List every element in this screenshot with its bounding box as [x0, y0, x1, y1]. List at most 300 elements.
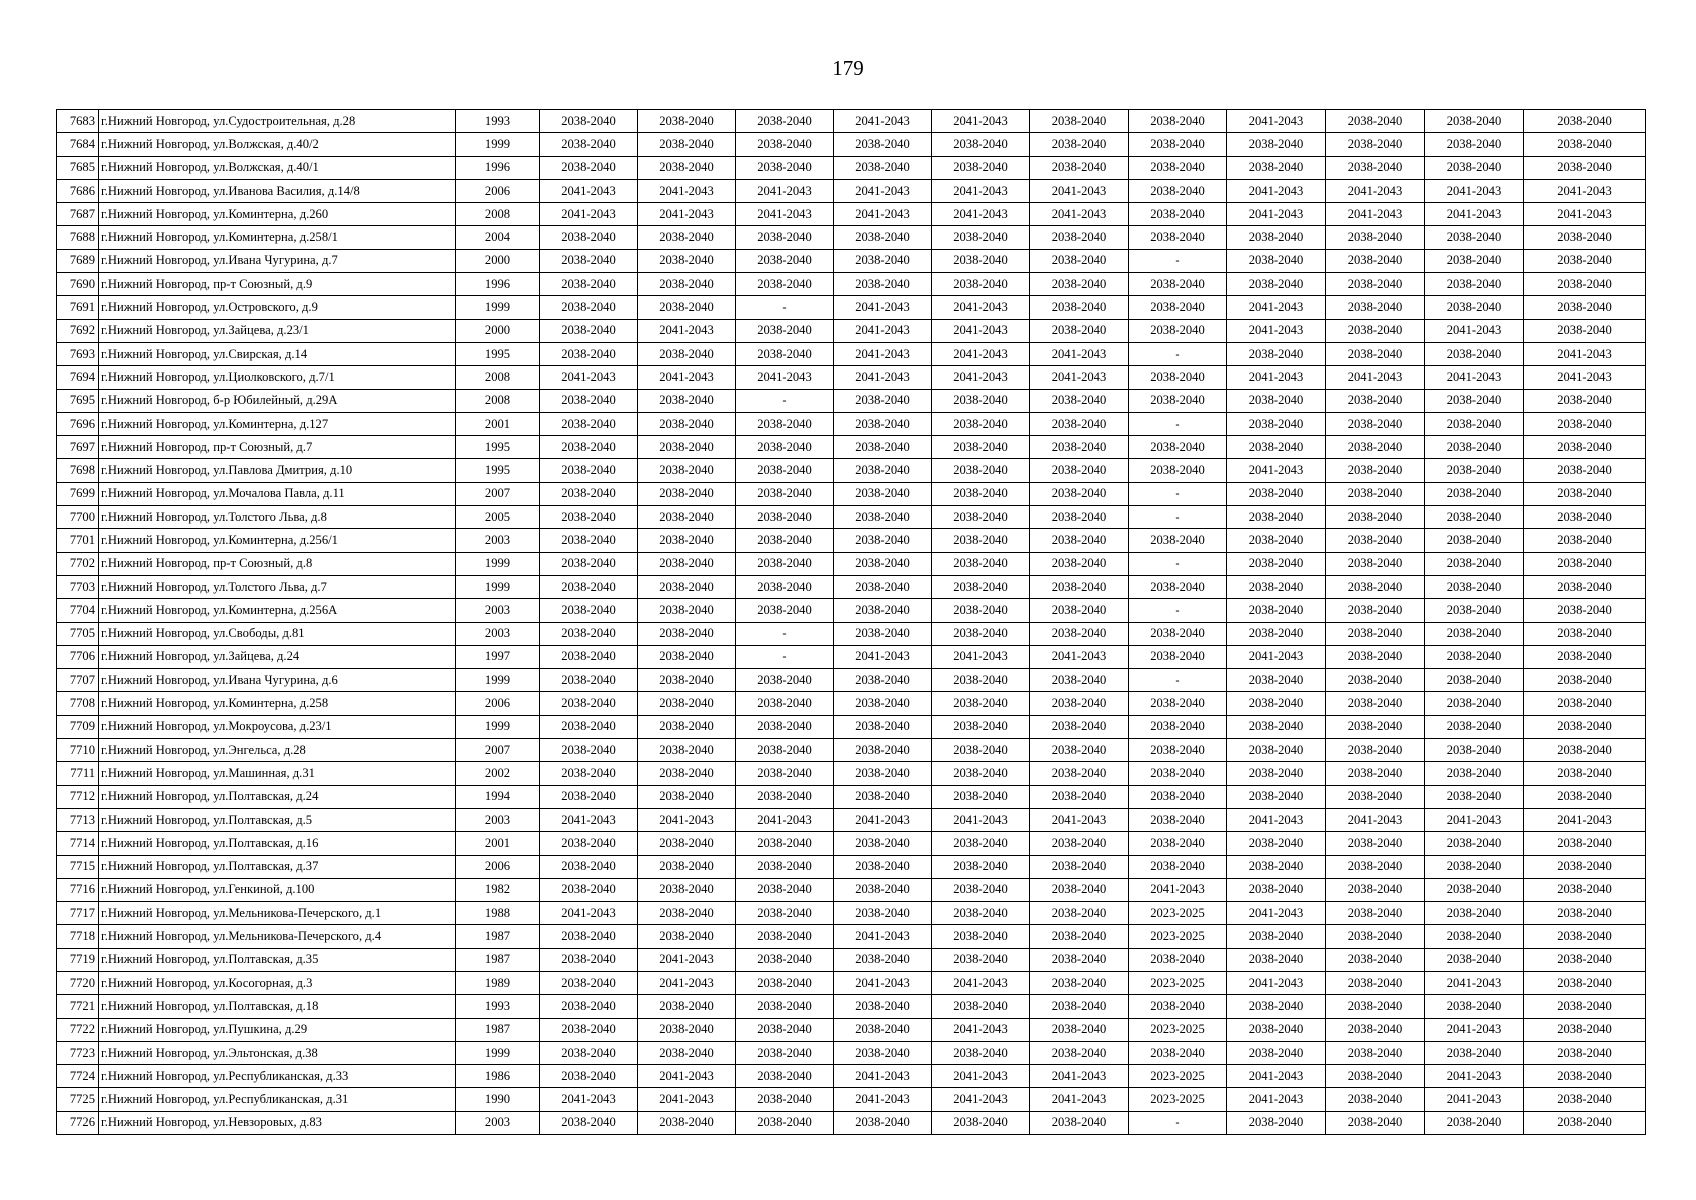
year-cell: 2003 [456, 1111, 540, 1134]
row-number-cell: 7722 [57, 1018, 99, 1041]
period-cell: 2038-2040 [1030, 971, 1129, 994]
period-cell: 2041-2043 [540, 808, 638, 831]
address-cell: г.Нижний Новгород, ул.Машинная, д.31 [99, 762, 456, 785]
period-cell: 2038-2040 [1425, 552, 1524, 575]
period-cell: 2038-2040 [834, 902, 932, 925]
period-cell: 2041-2043 [1227, 319, 1326, 342]
table-row [57, 762, 1646, 785]
period-cell: 2038-2040 [736, 599, 834, 622]
period-cell: 2038-2040 [638, 226, 736, 249]
period-cell: 2038-2040 [638, 622, 736, 645]
data-table [56, 109, 1646, 1135]
year-cell: 1987 [456, 1018, 540, 1041]
period-cell: 2038-2040 [638, 529, 736, 552]
period-cell: 2038-2040 [1030, 1041, 1129, 1064]
year-cell: 2001 [456, 412, 540, 435]
year-cell: 1995 [456, 459, 540, 482]
address-cell: г.Нижний Новгород, ул.Косогорная, д.3 [99, 971, 456, 994]
table-row [57, 110, 1646, 133]
year-cell: 2003 [456, 808, 540, 831]
period-cell: 2038-2040 [1129, 179, 1227, 202]
period-cell: 2038-2040 [638, 412, 736, 435]
period-cell: 2041-2043 [1425, 808, 1524, 831]
period-cell: 2038-2040 [1425, 785, 1524, 808]
period-cell: 2038-2040 [736, 948, 834, 971]
period-cell: 2038-2040 [1425, 622, 1524, 645]
period-cell: 2038-2040 [1030, 319, 1129, 342]
period-cell: 2038-2040 [1524, 273, 1646, 296]
period-cell: 2038-2040 [834, 669, 932, 692]
period-cell: 2038-2040 [736, 1088, 834, 1111]
period-cell: 2038-2040 [1524, 529, 1646, 552]
period-cell: 2038-2040 [1524, 948, 1646, 971]
period-cell: 2038-2040 [834, 412, 932, 435]
period-cell: 2038-2040 [638, 995, 736, 1018]
period-cell: 2038-2040 [1425, 482, 1524, 505]
period-cell: 2038-2040 [1030, 529, 1129, 552]
period-cell: 2038-2040 [736, 995, 834, 1018]
period-cell: 2038-2040 [1227, 156, 1326, 179]
row-number-cell: 7691 [57, 296, 99, 319]
period-cell: 2038-2040 [540, 995, 638, 1018]
period-cell: 2038-2040 [1524, 296, 1646, 319]
table-row [57, 156, 1646, 179]
period-cell: 2038-2040 [1326, 389, 1425, 412]
period-cell: 2038-2040 [1326, 948, 1425, 971]
period-cell: 2041-2043 [1129, 878, 1227, 901]
period-cell: 2041-2043 [1030, 342, 1129, 365]
period-cell: 2038-2040 [1326, 552, 1425, 575]
address-cell: г.Нижний Новгород, пр-т Союзный, д.7 [99, 436, 456, 459]
period-cell: 2038-2040 [736, 249, 834, 272]
period-cell: 2038-2040 [932, 995, 1030, 1018]
period-cell: 2038-2040 [1425, 273, 1524, 296]
period-cell: 2038-2040 [1326, 622, 1425, 645]
address-cell: г.Нижний Новгород, ул.Судостроительная, д.28 [99, 110, 456, 133]
period-cell: 2038-2040 [834, 1041, 932, 1064]
period-cell: 2041-2043 [834, 808, 932, 831]
period-cell: - [1129, 669, 1227, 692]
row-number-cell: 7712 [57, 785, 99, 808]
period-cell: 2041-2043 [1227, 1088, 1326, 1111]
period-cell: 2038-2040 [638, 925, 736, 948]
period-cell: 2038-2040 [1227, 342, 1326, 365]
period-cell: 2038-2040 [1326, 1041, 1425, 1064]
period-cell: 2038-2040 [834, 832, 932, 855]
period-cell: 2041-2043 [932, 1065, 1030, 1088]
period-cell: 2041-2043 [1524, 342, 1646, 365]
period-cell: 2038-2040 [638, 133, 736, 156]
period-cell: 2038-2040 [1030, 1018, 1129, 1041]
period-cell: 2038-2040 [736, 715, 834, 738]
address-cell: г.Нижний Новгород, ул.Свободы, д.81 [99, 622, 456, 645]
row-number-cell: 7715 [57, 855, 99, 878]
period-cell: 2038-2040 [540, 436, 638, 459]
period-cell: 2038-2040 [1030, 575, 1129, 598]
period-cell: 2038-2040 [540, 948, 638, 971]
period-cell: 2038-2040 [1524, 902, 1646, 925]
period-cell: 2038-2040 [1524, 226, 1646, 249]
period-cell: 2041-2043 [1425, 1065, 1524, 1088]
period-cell: 2038-2040 [638, 110, 736, 133]
period-cell: 2038-2040 [1425, 575, 1524, 598]
period-cell: 2038-2040 [638, 832, 736, 855]
period-cell: 2038-2040 [1227, 832, 1326, 855]
year-cell: 2007 [456, 482, 540, 505]
period-cell: 2038-2040 [1524, 739, 1646, 762]
address-cell: г.Нижний Новгород, пр-т Союзный, д.8 [99, 552, 456, 575]
address-cell: г.Нижний Новгород, ул.Коминтерна, д.258/1 [99, 226, 456, 249]
period-cell: 2038-2040 [1326, 133, 1425, 156]
period-cell: 2038-2040 [834, 575, 932, 598]
period-cell: 2041-2043 [834, 296, 932, 319]
period-cell: 2041-2043 [1425, 366, 1524, 389]
period-cell: 2038-2040 [1030, 436, 1129, 459]
period-cell: 2038-2040 [638, 739, 736, 762]
period-cell: 2038-2040 [1326, 506, 1425, 529]
row-number-cell: 7686 [57, 179, 99, 202]
period-cell: 2041-2043 [834, 1088, 932, 1111]
address-cell: г.Нижний Новгород, ул.Коминтерна, д.127 [99, 412, 456, 435]
period-cell: 2038-2040 [932, 715, 1030, 738]
period-cell: 2038-2040 [1129, 739, 1227, 762]
period-cell: 2038-2040 [736, 436, 834, 459]
table-row [57, 203, 1646, 226]
period-cell: 2038-2040 [1326, 1111, 1425, 1134]
period-cell: 2038-2040 [1326, 156, 1425, 179]
period-cell: 2038-2040 [1030, 878, 1129, 901]
period-cell: 2038-2040 [1524, 412, 1646, 435]
period-cell: 2038-2040 [540, 273, 638, 296]
period-cell: 2038-2040 [540, 389, 638, 412]
row-number-cell: 7717 [57, 902, 99, 925]
period-cell: 2041-2043 [834, 366, 932, 389]
year-cell: 1987 [456, 925, 540, 948]
period-cell: 2038-2040 [540, 575, 638, 598]
row-number-cell: 7696 [57, 412, 99, 435]
row-number-cell: 7726 [57, 1111, 99, 1134]
period-cell: 2038-2040 [540, 156, 638, 179]
period-cell: 2038-2040 [932, 948, 1030, 971]
address-cell: г.Нижний Новгород, ул.Полтавская, д.37 [99, 855, 456, 878]
table-row [57, 902, 1646, 925]
address-cell: г.Нижний Новгород, ул.Мельникова-Печерского, д.1 [99, 902, 456, 925]
period-cell: 2038-2040 [1425, 715, 1524, 738]
period-cell: 2038-2040 [1129, 459, 1227, 482]
period-cell: 2038-2040 [1425, 389, 1524, 412]
period-cell: 2038-2040 [1524, 669, 1646, 692]
period-cell: 2038-2040 [1524, 133, 1646, 156]
row-number-cell: 7721 [57, 995, 99, 1018]
period-cell: 2038-2040 [1524, 1065, 1646, 1088]
period-cell: 2038-2040 [1030, 226, 1129, 249]
period-cell: 2038-2040 [638, 1018, 736, 1041]
period-cell: 2038-2040 [736, 1041, 834, 1064]
row-number-cell: 7693 [57, 342, 99, 365]
period-cell: 2041-2043 [932, 971, 1030, 994]
period-cell: 2038-2040 [540, 226, 638, 249]
address-cell: г.Нижний Новгород, ул.Полтавская, д.35 [99, 948, 456, 971]
period-cell: 2041-2043 [834, 319, 932, 342]
period-cell: 2038-2040 [1524, 971, 1646, 994]
period-cell: 2038-2040 [1326, 739, 1425, 762]
period-cell: 2038-2040 [834, 995, 932, 1018]
period-cell: 2038-2040 [1326, 296, 1425, 319]
period-cell: 2038-2040 [736, 739, 834, 762]
period-cell: 2038-2040 [834, 855, 932, 878]
period-cell: 2041-2043 [932, 110, 1030, 133]
year-cell: 1999 [456, 296, 540, 319]
row-number-cell: 7708 [57, 692, 99, 715]
period-cell: 2038-2040 [1030, 482, 1129, 505]
period-cell: 2038-2040 [540, 692, 638, 715]
period-cell: 2038-2040 [1129, 529, 1227, 552]
table-row [57, 459, 1646, 482]
year-cell: 2008 [456, 203, 540, 226]
period-cell: 2038-2040 [932, 506, 1030, 529]
period-cell: 2038-2040 [1227, 762, 1326, 785]
period-cell: 2041-2043 [932, 296, 1030, 319]
period-cell: 2038-2040 [932, 1041, 1030, 1064]
period-cell: 2038-2040 [932, 482, 1030, 505]
period-cell: 2038-2040 [932, 133, 1030, 156]
period-cell: 2038-2040 [932, 692, 1030, 715]
row-number-cell: 7695 [57, 389, 99, 412]
period-cell: 2038-2040 [638, 1111, 736, 1134]
period-cell: 2038-2040 [1326, 249, 1425, 272]
period-cell: - [1129, 599, 1227, 622]
period-cell: 2038-2040 [1227, 436, 1326, 459]
row-number-cell: 7700 [57, 506, 99, 529]
period-cell: 2038-2040 [1425, 1041, 1524, 1064]
period-cell: 2038-2040 [1227, 389, 1326, 412]
period-cell: 2038-2040 [1425, 855, 1524, 878]
period-cell: 2041-2043 [932, 366, 1030, 389]
period-cell: 2038-2040 [1524, 575, 1646, 598]
period-cell: 2041-2043 [638, 1088, 736, 1111]
table-row [57, 599, 1646, 622]
period-cell: 2038-2040 [1524, 506, 1646, 529]
table-row [57, 645, 1646, 668]
period-cell: 2038-2040 [1129, 203, 1227, 226]
row-number-cell: 7705 [57, 622, 99, 645]
period-cell: 2041-2043 [1425, 1018, 1524, 1041]
table-row [57, 808, 1646, 831]
period-cell: 2041-2043 [1030, 1065, 1129, 1088]
period-cell: 2038-2040 [1030, 133, 1129, 156]
period-cell: 2041-2043 [932, 319, 1030, 342]
row-number-cell: 7724 [57, 1065, 99, 1088]
row-number-cell: 7711 [57, 762, 99, 785]
period-cell: 2038-2040 [1326, 855, 1425, 878]
year-cell: 2004 [456, 226, 540, 249]
period-cell: 2038-2040 [540, 855, 638, 878]
address-cell: г.Нижний Новгород, ул.Невзоровых, д.83 [99, 1111, 456, 1134]
period-cell: 2038-2040 [638, 552, 736, 575]
period-cell: 2038-2040 [1326, 342, 1425, 365]
period-cell: 2038-2040 [1227, 1018, 1326, 1041]
period-cell: 2038-2040 [1425, 133, 1524, 156]
period-cell: 2041-2043 [834, 971, 932, 994]
row-number-cell: 7723 [57, 1041, 99, 1064]
period-cell: 2038-2040 [932, 412, 1030, 435]
period-cell: 2041-2043 [1030, 808, 1129, 831]
period-cell: 2038-2040 [1227, 878, 1326, 901]
period-cell: 2041-2043 [1524, 203, 1646, 226]
period-cell: 2038-2040 [1129, 1041, 1227, 1064]
period-cell: 2038-2040 [638, 902, 736, 925]
table-row [57, 925, 1646, 948]
period-cell: 2038-2040 [638, 855, 736, 878]
period-cell: 2038-2040 [932, 855, 1030, 878]
period-cell: 2038-2040 [1425, 412, 1524, 435]
period-cell: 2038-2040 [1425, 1111, 1524, 1134]
period-cell: 2041-2043 [638, 971, 736, 994]
address-cell: г.Нижний Новгород, ул.Коминтерна, д.260 [99, 203, 456, 226]
period-cell: 2038-2040 [736, 785, 834, 808]
period-cell: 2038-2040 [1030, 599, 1129, 622]
period-cell: 2038-2040 [834, 506, 932, 529]
period-cell: 2038-2040 [540, 599, 638, 622]
period-cell: 2038-2040 [1326, 785, 1425, 808]
period-cell: 2038-2040 [638, 645, 736, 668]
period-cell: 2038-2040 [736, 273, 834, 296]
period-cell: 2038-2040 [540, 785, 638, 808]
period-cell: 2041-2043 [932, 1088, 1030, 1111]
row-number-cell: 7685 [57, 156, 99, 179]
year-cell: 2000 [456, 249, 540, 272]
period-cell: 2038-2040 [834, 785, 932, 808]
address-cell: г.Нижний Новгород, ул.Зайцева, д.24 [99, 645, 456, 668]
period-cell: 2038-2040 [932, 669, 1030, 692]
period-cell: 2041-2043 [1326, 366, 1425, 389]
year-cell: 2008 [456, 366, 540, 389]
period-cell: 2038-2040 [1030, 389, 1129, 412]
period-cell: 2041-2043 [1227, 179, 1326, 202]
address-cell: г.Нижний Новгород, ул.Волжская, д.40/2 [99, 133, 456, 156]
period-cell: 2038-2040 [540, 669, 638, 692]
period-cell: 2038-2040 [834, 389, 932, 412]
period-cell: 2023-2025 [1129, 971, 1227, 994]
year-cell: 1987 [456, 948, 540, 971]
period-cell: 2041-2043 [1030, 203, 1129, 226]
address-cell: г.Нижний Новгород, ул.Толстого Льва, д.8 [99, 506, 456, 529]
row-number-cell: 7697 [57, 436, 99, 459]
period-cell: - [736, 622, 834, 645]
period-cell: 2038-2040 [736, 762, 834, 785]
table-row [57, 273, 1646, 296]
period-cell: 2038-2040 [540, 506, 638, 529]
table-row [57, 832, 1646, 855]
period-cell: 2038-2040 [1326, 529, 1425, 552]
table-row [57, 1041, 1646, 1064]
period-cell: 2038-2040 [638, 342, 736, 365]
table-row [57, 878, 1646, 901]
period-cell: 2038-2040 [932, 436, 1030, 459]
period-cell: 2038-2040 [736, 692, 834, 715]
period-cell: 2041-2043 [1227, 203, 1326, 226]
period-cell: 2038-2040 [1524, 436, 1646, 459]
period-cell: 2038-2040 [540, 622, 638, 645]
period-cell: 2038-2040 [932, 249, 1030, 272]
period-cell: 2038-2040 [1030, 622, 1129, 645]
period-cell: 2038-2040 [638, 156, 736, 179]
period-cell: 2038-2040 [1524, 110, 1646, 133]
period-cell: 2038-2040 [736, 1111, 834, 1134]
period-cell: 2038-2040 [1030, 832, 1129, 855]
period-cell: 2038-2040 [1227, 1111, 1326, 1134]
period-cell: 2038-2040 [1227, 715, 1326, 738]
period-cell: 2023-2025 [1129, 1018, 1227, 1041]
period-cell: 2038-2040 [1326, 273, 1425, 296]
period-cell: 2038-2040 [638, 878, 736, 901]
period-cell: 2038-2040 [736, 878, 834, 901]
address-cell: г.Нижний Новгород, ул.Полтавская, д.5 [99, 808, 456, 831]
period-cell: 2038-2040 [1326, 995, 1425, 1018]
year-cell: 1990 [456, 1088, 540, 1111]
year-cell: 1999 [456, 715, 540, 738]
period-cell: 2038-2040 [932, 529, 1030, 552]
period-cell: 2038-2040 [736, 575, 834, 598]
period-cell: 2038-2040 [1227, 925, 1326, 948]
period-cell: 2038-2040 [1129, 785, 1227, 808]
period-cell: 2038-2040 [1227, 692, 1326, 715]
period-cell: 2038-2040 [638, 249, 736, 272]
period-cell: 2041-2043 [1030, 1088, 1129, 1111]
period-cell: 2023-2025 [1129, 925, 1227, 948]
period-cell: 2038-2040 [1524, 552, 1646, 575]
table-row [57, 389, 1646, 412]
period-cell: 2038-2040 [1030, 925, 1129, 948]
period-cell: 2038-2040 [834, 529, 932, 552]
period-cell: 2038-2040 [638, 436, 736, 459]
period-cell: 2038-2040 [1425, 459, 1524, 482]
period-cell: 2038-2040 [540, 296, 638, 319]
period-cell: 2038-2040 [1326, 599, 1425, 622]
period-cell: 2041-2043 [1326, 203, 1425, 226]
period-cell: 2038-2040 [834, 599, 932, 622]
period-cell: 2038-2040 [834, 436, 932, 459]
year-cell: 2008 [456, 389, 540, 412]
period-cell: 2038-2040 [1326, 762, 1425, 785]
period-cell: 2041-2043 [1227, 808, 1326, 831]
period-cell: 2038-2040 [540, 971, 638, 994]
table-row [57, 366, 1646, 389]
period-cell: 2038-2040 [540, 342, 638, 365]
period-cell: 2038-2040 [736, 552, 834, 575]
period-cell: 2038-2040 [1326, 459, 1425, 482]
year-cell: 2006 [456, 692, 540, 715]
address-cell: г.Нижний Новгород, ул.Ивана Чугурина, д.6 [99, 669, 456, 692]
year-cell: 1999 [456, 552, 540, 575]
period-cell: 2038-2040 [932, 925, 1030, 948]
period-cell: 2038-2040 [932, 902, 1030, 925]
period-cell: 2038-2040 [834, 482, 932, 505]
period-cell: 2041-2043 [638, 179, 736, 202]
period-cell: 2023-2025 [1129, 1065, 1227, 1088]
period-cell: 2038-2040 [1129, 808, 1227, 831]
period-cell: 2038-2040 [638, 273, 736, 296]
table-row [57, 575, 1646, 598]
period-cell: 2041-2043 [540, 902, 638, 925]
table-row [57, 342, 1646, 365]
period-cell: 2038-2040 [638, 482, 736, 505]
period-cell: 2038-2040 [834, 762, 932, 785]
table-row [57, 1111, 1646, 1134]
period-cell: 2041-2043 [834, 179, 932, 202]
address-cell: г.Нижний Новгород, ул.Республиканская, д.31 [99, 1088, 456, 1111]
period-cell: 2038-2040 [540, 1111, 638, 1134]
